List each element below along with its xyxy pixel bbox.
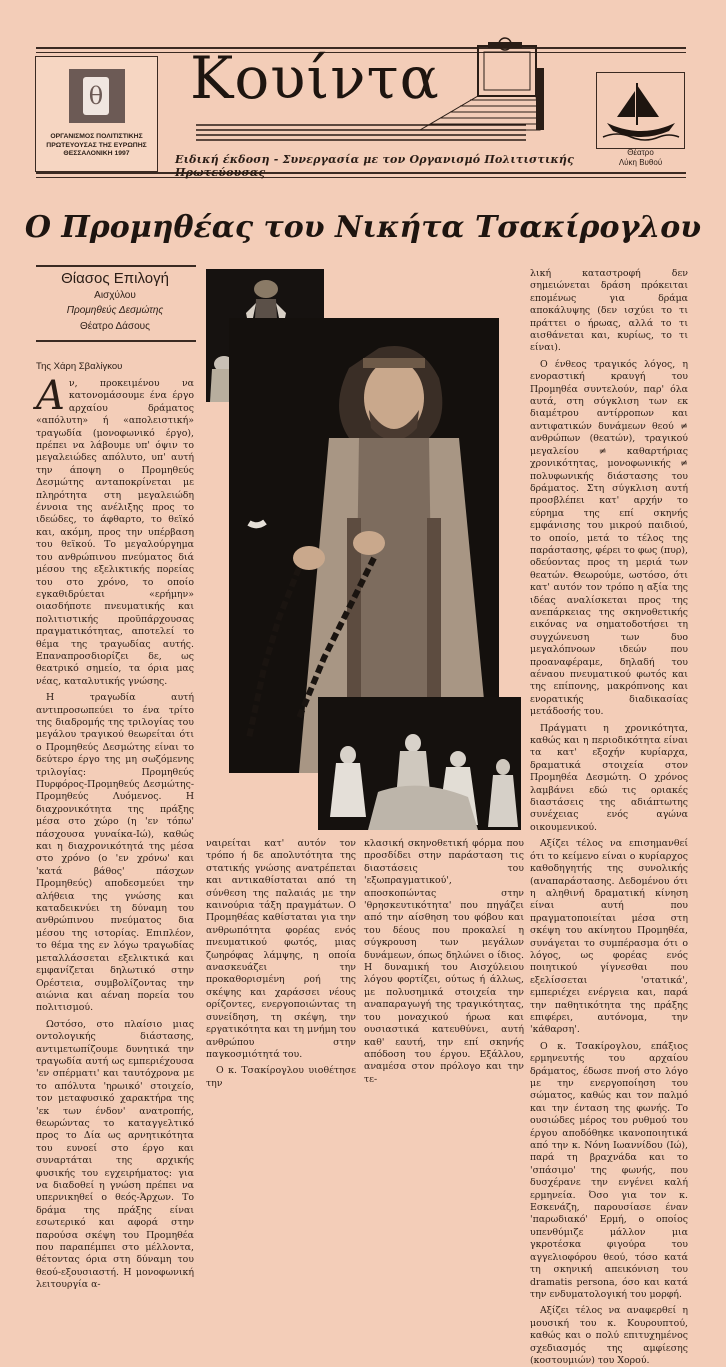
theatre-logo-box <box>596 72 685 149</box>
theatre-caption-line: Λύκη Βυθού <box>618 158 663 167</box>
company-name: Θίασος Επιλογή <box>61 270 169 287</box>
org-line: ΘΕΣΣΑΛΟΝΙΚΗ 1997 <box>63 150 130 157</box>
article-column-4 <box>530 268 688 1366</box>
paragraph: Η τραγωδία αυτή αντιπροσωπεύει το ένα τρίτο της διαδρομής της τριλογίας του μεγάλου τραγικού θεωρείται ότι ο Προμηθεύς Δεσμώτης είναι το δεύτερο έργο της μη σωζόμενης τριλογίας: Προμηθεύς Πυρφόρος-Προμηθεύς Δεσμώτης-Προμηθεύς Λυόμενος. Η διαχρονικότητα της πράξης μέσα στο χώρο (η 'εν τόπω' πάσχουσα γυναίκα-Ιώ), καθώς και η διαχρονικότητά της μέσα στο χρόνο (ο 'εν χρόνω' και 'κατά βάθος' πάσχων Προμηθεύς) αποδεσμεύει την αλήθεια της γνώσης και καταδεικνύει τη δύναμη του ανθρώπινου πνεύματος δια μέσου της ιστορίας. Επιπλέον, το θέμα της εν λόγω τραγωδίας μεταλλάσσεται εξελικτικά και εμφανίζεται δηλωτικό στην Ορέστεια, συμβολίζοντας την αιώνια και αέναη πορεία του πολιτισμού. <box>36 692 194 1014</box>
paragraph: Ο κ. Τσακίρογλου υιοθέτησε την <box>206 1065 356 1089</box>
theatre-caption <box>596 148 685 168</box>
paragraph: Ο ένθεος τραγικός λόγος, η ενοραστική κραυγή του Προμηθέα συντελούν, παρ' όλα αυτά, στη σύγκλιση των εκ διαμέτρου αντίρροπων και αντιφατικών δυνάμεων θεού ≠ ανθρώπων (θεατών), τραγικού μεγαλείου ≠ καθαρτήριας χρονικότητας, μονοφωνικής ≠ πολυφωνικής διάστασης του δράματος. Στη σύγκλιση αυτή προσβλέπει κατ' αρχήν το εύρημα της επί σκηνής εμφάνισης του μικρού παιδιού, το οποίο, μετά το τέλος της παράστασης, φέρει το φως (πυρ), οδεύοντας προς τη μεριά των θεατών. Θεωρούμε, ωστόσο, ότι κατ' αυτόν τον τρόπο η αξία της ιδέας αναλίσκεται προς της ανεπάρκειας της σκηνοθετικής εικόνας να σηματοδοτήσει τη συγχώνευση των δυο μεγαλόπνοων ιδεών που προαναφέραμε, δηλαδή του αέναου πνευματικού φωτός και της επίπονης, μακρόπνοης και ενορατικής διαδικασίας μετάδοσής του. <box>530 358 688 718</box>
drop-cap: Α <box>36 373 65 419</box>
theatre-caption-line: Θέατρο <box>627 148 654 157</box>
article-column-1 <box>36 373 194 1291</box>
photo-chorus-scene <box>318 697 521 830</box>
sidebar-bottom-rule <box>36 340 196 342</box>
article-column-2 <box>206 838 356 1089</box>
production-info <box>36 270 194 332</box>
org-line: ΠΡΩΤΕΥΟΥΣΑΣ ΤΗΣ ΕΥΡΩΠΗΣ <box>46 141 147 149</box>
paragraph: Ωστόσο, στο πλαίσιο μιας οντολογικής διάστασης, αντιμετωπίζουμε δυνητικά την τραγωδία αυτή ως εμπεριέχουσα 'εν σπέρματι' και ταυτόχρονα με το απόλυτα 'ηρωικό' στοιχείο, τον μεταφυσικό χαρακτήρα της 'εκ των ένδον' ανατροπής, θεωρώντας το καταγγελτικό προς το Δία ως αρνητικότητα του ευνοεί στο έργο και συναρτάται της αρχικής φυσικής του εγχειρήματος: για να διαδοθεί η γνώση πρέπει να υπερνικηθεί ο θεός-Άρχων. Το δράμα της πράξης είναι εσωτερικό και αφορά στην παρούσα σκέψη του Προμηθέα που παραπέμπει στο μέλλοντα, θέτοντας όρια στη δύναμη του θεού-εξουσιαστή. Η μονοφωνική λειτουργία α- <box>36 1018 194 1291</box>
masthead-subtitle: Ειδική έκδοση - Συνεργασία με τον Οργανισμό Πολιτιστικής Πρωτεύουσας <box>175 153 575 179</box>
org-logo-icon: θ <box>69 69 125 123</box>
ship-icon <box>597 73 684 148</box>
org-line: ΟΡΓΑΝΙΣΜΟΣ ΠΟΛΙΤΙΣΤΙΚΗΣ <box>50 133 143 140</box>
paragraph: λική καταστροφή δεν σημειώνεται δράση πρόκειται επομένως για δράμα αποκάλυψης (δεν ισχύει το τι πράττει ο ήρωας, αλλά το τι αισθάνεται και, κυρίως, το τι είναι). <box>530 268 688 354</box>
org-logo-text <box>38 133 155 159</box>
paragraph: Πράγματι η χρονικότητα, καθώς και η περιοδικότητα είναι τα κατ' εξοχήν κυρίαρχα, δραματικά στοιχεία στον Προμηθέα Δεσμώτη. Ο χρόνος λαμβάνει εδώ τις οριακές διαστάσεις της αδιάπτωτης συνέχειας ενός αγώνα οικουμενικού. <box>530 722 688 833</box>
paragraph: Ο κ. Τσακίρογλου, επάξιος ερμηνευτής του αρχαίου δράματος, έδωσε πνοή στο λόγο με την ενεργοποίηση του σώματος, καθώς και τον παλμό και την ένταση της φωνής. Το ουσιώδες μέρος του ρυθμού του έργου αποδόθηκε ικανοποιητικά από την κ. Νόνη Ιωαννίδου (Ιώ), παρά τη βραχνάδα και το 'σπάσιμο' της φωνής, που δυσχέρανε την ενγένει καλή ερμηνεία. Όσο για τον κ. Εσκενάζη, παρουσίασε έναν 'παρωδιακό' Ερμή, ο οποίος υπενθύμιζε μάλλον μια γκροτέσκα φιγούρα του αγγελιοφόρου θεού, τόσο κατά τη σκηνική απεικόνιση του dramatis persona, όσο και κατά την ενδυματολογική του μορφή. <box>530 1040 688 1300</box>
venue: Θέατρο Δάσους <box>80 321 150 332</box>
paragraph-text: ν, προκειμένου να κατονομάσουμε ένα έργο αρχαίου δράματος «απόλυτη» ή «απολειστική» τραγωδία (μονοφωνικό έργο), πρέπει να λάβουμε υπ' όψιν το μεγαλειώδες απόλυτο, υπ' αυτή την άποψη ο Προμηθεύς Δεσμώτης ανταποκρίνεται με πληρότητα στη μεγαλειώδη έννοια της ανέλιξης προς το ιδεώδες, το άφθαρτο, το θεϊκό και, ακόμη, προς την υπέρβαση του θεϊκού. Το μεγαλούργημα του ανθρώπινου πνεύματος διά μέσου της εξελικτικής πορείας του στο χρόνο, το οποίο εγκαθιδρύεται «ερήμην» οιασδήποτε πνευματικής και πολιτιστικής προϋπάρχουσας πραγματικότητας, αποτελεί το θέμα της τραγωδίας αυτής. Επαναπροσδιορίζει δε, ως θεατρικό σημείο, τα όρια μας νέας, καταλυτικής γνώσης. <box>36 378 194 687</box>
paragraph: Αξίζει τέλος να αναφερθεί η μουσική του κ. Κουρουπτού, καθώς και ο πολύ επιτυχημένος σχεδιασμός της αμφίεσης (κοστουμιών) του Χορού. <box>530 1305 688 1366</box>
article-headline: Ο Προμηθέας του Νικήτα Τσακίρογλου <box>24 210 702 245</box>
paragraph: ναιρείται κατ' αυτόν τον τρόπο ή δε απολυτότητα της στατικής γνώσης ανατρέπεται και αντικαθίσταται από τη σύνθεση της παλαιάς με την καινούρια τάξη πραγμάτων. Ο Προμηθέας καθίσταται για την ανθρωπότητα φορέας ενός πνευματικού φωτός, μιας ζωηρόφας λάμψης, η οποία ανασκευάζει την προκαθορισμένη ροή της σκέψης και χαράσσει νέους ορίζοντες, ενεργοποιώντας τη συνείδηση, τη σκέψη, την εργατικότητα και τη μνήμη του ανθρώπου στην παγκοσμιότητά του. <box>206 838 356 1060</box>
masthead-underline-stripes <box>196 122 526 144</box>
paragraph: κλασική σκηνοθετική φόρμα που προσδίδει στην παράσταση τις διαστάσεις του 'εξωπραγματικού', αποσκοπώντας στην 'θρησκευτικότητα' που πηγάζει από την αίσθηση του φόβου και του δέους που προκαλεί η σύγκρουση των μεγάλων δυνάμεων, όπως δηλώνει ο ίδιος. Η δυναμική του Αισχύλειου λόγου φορτίζει, ούτως ή άλλως, με πολυσημικά στοιχεία την αναπαραγωγή της τραγικότητας, του μοναχικού ήρωα και ουσιαστικά κατευθύνει, αυτή καθ' εαυτή, την επί σκηνής απόδοση του έργου. Εξάλλου, αναμέσα στον πρόλογο και την τε- <box>364 838 524 1085</box>
play-author: Αισχύλου <box>94 290 136 301</box>
paragraph <box>36 373 194 688</box>
article-column-3 <box>364 838 524 1085</box>
masthead-title: Κουίντα <box>190 44 440 112</box>
play-title: Προμηθεύς Δεσμώτης <box>66 305 164 316</box>
byline: Της Χάρη Σβαλίγκου <box>36 361 123 372</box>
paragraph: Αξίζει τέλος να επισημανθεί ότι το κείμενο είναι ο κυρίαρχος καθοδηγητής της συνολικής (αναπαράστασης. Δεδομένου ότι η αληθινή δραματική κίνηση είναι αυτή που πραγματοποιείται μέσα στη σκέψη του ακίνητου Προμηθέα, συνάγεται το συμπέρασμα ότι ο λόγος, ως φορέας ενός ποιητικού γίγνεσθαι που εξελίσσεται 'στατικά', εμπεριέχει ενέργεια και, παρά την παθητικότητα της πράξης επιφέρει, αυτόνομα, την 'κάθαρση'. <box>530 838 688 1036</box>
org-logo-box <box>35 56 158 172</box>
sidebar-top-rule <box>36 265 196 267</box>
